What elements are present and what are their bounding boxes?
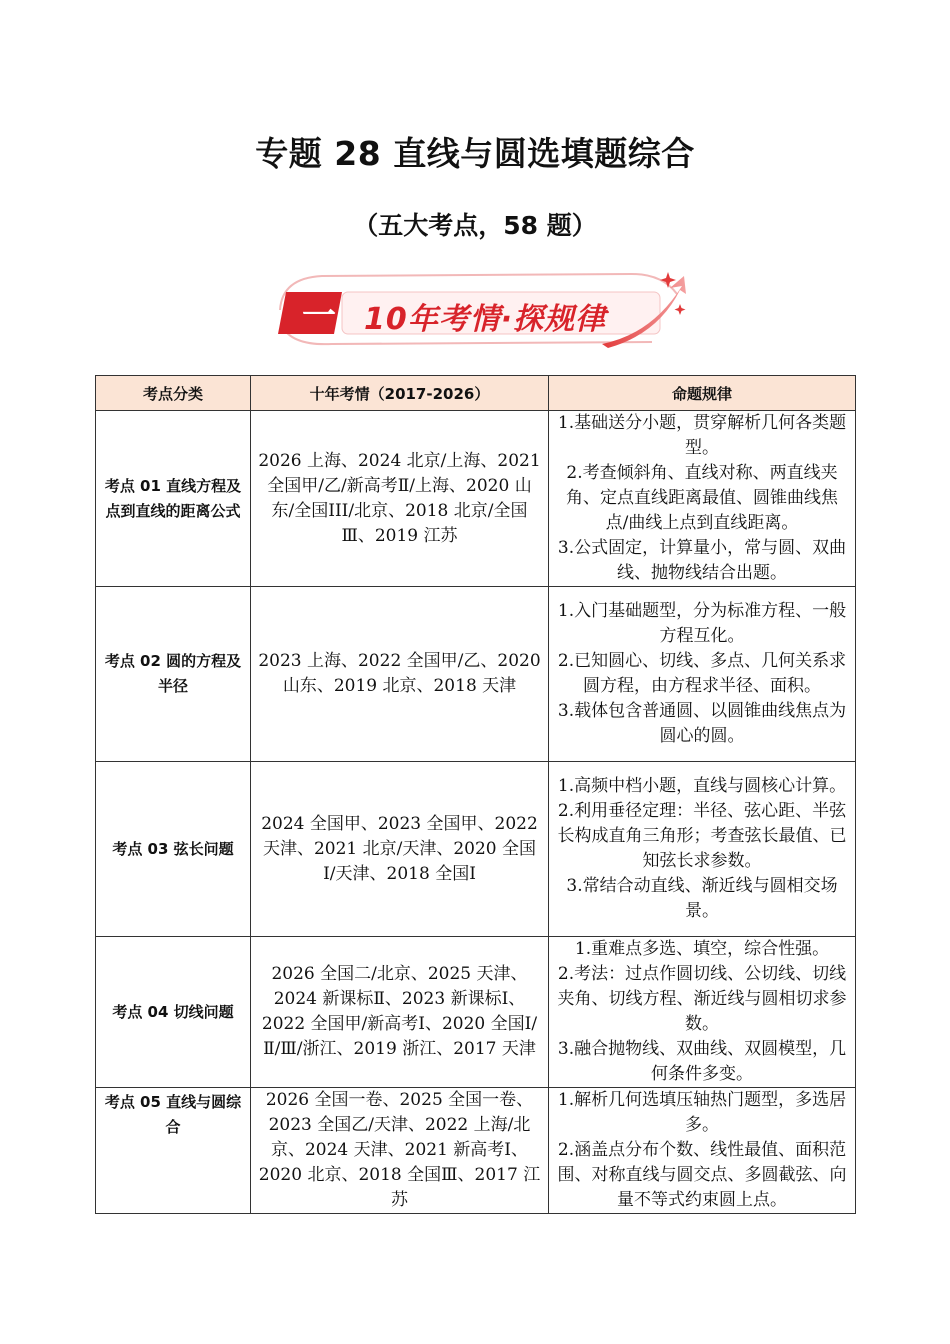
years-cell: 2026 全国一卷、2025 全国一卷、2023 全国乙/天津、2022 上海/北京、2024 天津、2021 新高考Ⅰ、2020 北京、2018 全国Ⅲ、2017 江苏 [251,1088,549,1214]
rule-item: 1.基础送分小题，贯穿解析几何各类题型。 [557,413,847,458]
page-title: 专题 28 直线与圆选填题综合 [255,134,695,173]
rules-cell [549,411,856,587]
years-cell: 2023 上海、2022 全国甲/乙、2020 山东、2019 北京、2018 天津 [251,587,549,762]
rule-item: 2.利用垂径定理：半径、弦心距、半弦长构成直角三角形；考查弦长最值、已知弦长求参数。 [557,801,847,871]
rule-item: 2.考法：过点作圆切线、公切线、切线夹角、切线方程、渐近线与圆相切求参数。 [557,964,847,1034]
table-header-row [96,376,856,411]
rule-item: 1.高频中档小题，直线与圆核心计算。 [557,776,847,796]
table-row [96,411,856,587]
rule-item: 2.已知圆心、切线、多点、几何关系求圆方程，由方程求半径、面积。 [557,651,847,696]
years-cell: 2024 全国甲、2023 全国甲、2022 天津、2021 北京/天津、2020 全国Ⅰ/天津、2018 全国Ⅰ [251,762,549,937]
rules-cell [549,1088,856,1214]
banner-number: 一 [302,296,336,336]
rule-item: 2.考查倾斜角、直线对称、两直线夹角、定点直线距离最值、圆锥曲线焦点/曲线上点到直线距离。 [566,463,838,533]
table-row [96,937,856,1088]
category-cell: 考点 03 弦长问题 [96,762,251,937]
rule-item: 1.解析几何选填压轴热门题型，多选居多。 [557,1090,847,1135]
rule-item: 3.载体包含普通圆、以圆锥曲线焦点为圆心的圆。 [557,701,847,746]
banner-label: 10年考情·探规律 [364,302,607,337]
rule-item: 2.涵盖点分布个数、线性最值、面积范围、对称直线与圆交点、多圆截弦、向量不等式约束圆上点。 [557,1140,847,1210]
category-cell: 考点 04 切线问题 [96,937,251,1088]
section-banner [272,264,692,356]
page-subtitle: （五大考点，58 题） [353,211,597,240]
table-row [96,1088,856,1214]
years-cell: 2026 上海、2024 北京/上海、2021 全国甲/乙/新高考Ⅱ/上海、2020 山东/全国III/北京、2018 北京/全国Ⅲ、2019 江苏 [251,411,549,587]
header-years: 十年考情（2017-2026） [251,376,549,411]
table-row [96,762,856,937]
table-row [96,587,856,762]
category-cell: 考点 02 圆的方程及半径 [96,587,251,762]
category-cell: 考点 05 直线与圆综合 [96,1088,251,1214]
header-rules: 命题规律 [549,376,856,411]
rule-item: 3.融合抛物线、双曲线、双圆模型，几何条件多变。 [557,1039,847,1084]
rule-item: 3.公式固定，计算量小，常与圆、双曲线、抛物线结合出题。 [557,538,847,583]
rules-cell [549,762,856,937]
rule-item: 1.重难点多选、填空，综合性强。 [574,939,830,959]
rule-item: 3.常结合动直线、渐近线与圆相交场景。 [566,876,838,921]
exam-analysis-table [95,375,856,1214]
header-category: 考点分类 [96,376,251,411]
rules-cell [549,587,856,762]
category-cell: 考点 01 直线方程及点到直线的距离公式 [96,411,251,587]
years-cell: 2026 全国二/北京、2025 天津、2024 新课标Ⅱ、2023 新课标Ⅰ、2022 全国甲/新高考Ⅰ、2020 全国Ⅰ/Ⅱ/Ⅲ/浙江、2019 浙江、2017 天津 [251,937,549,1088]
rule-item: 1.入门基础题型，分为标准方程、一般方程互化。 [557,601,847,646]
rules-cell [549,937,856,1088]
